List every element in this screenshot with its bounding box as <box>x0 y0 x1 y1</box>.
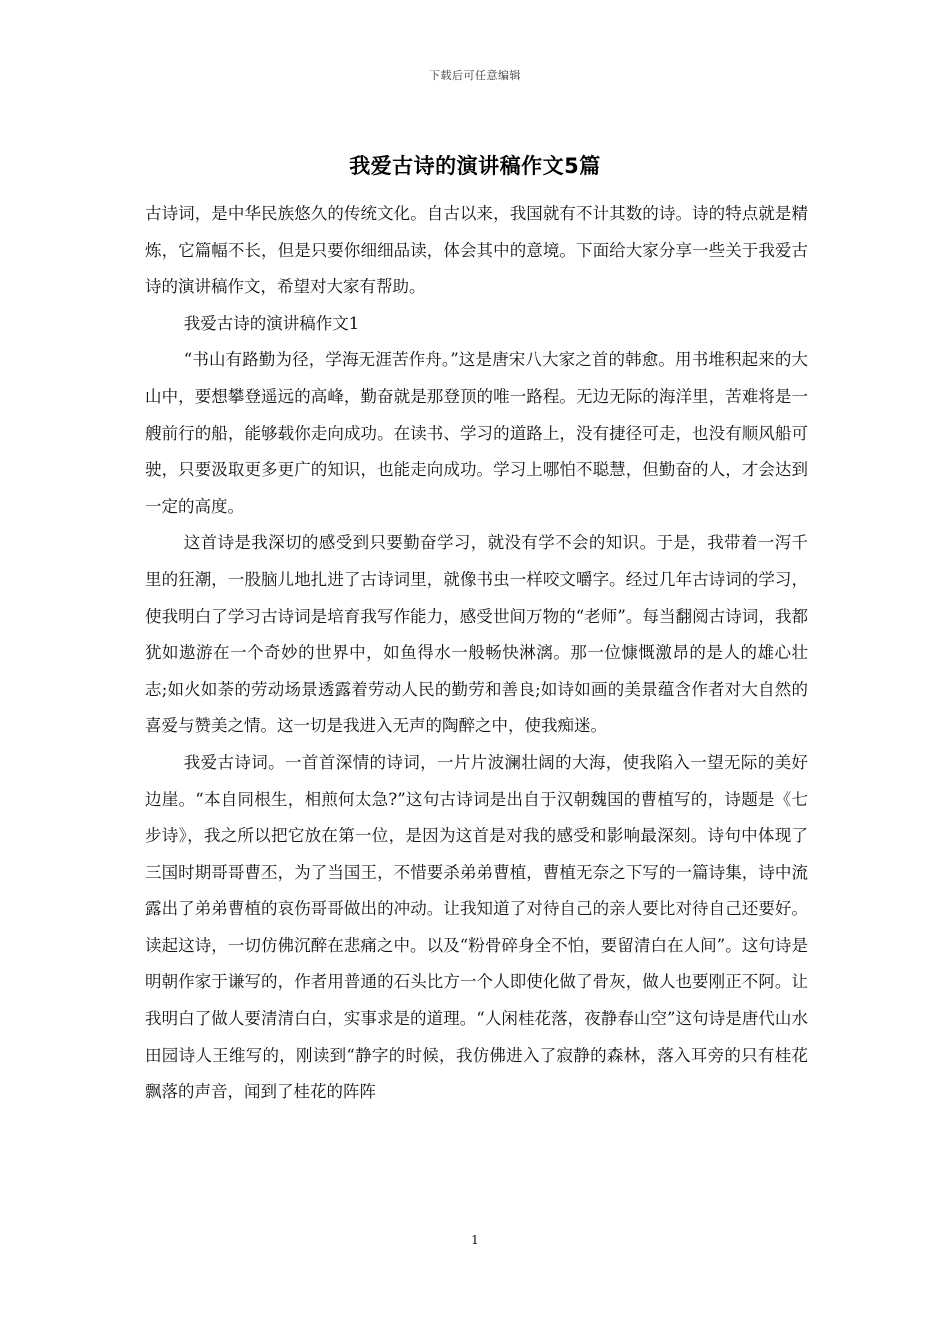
body-paragraph: “书山有路勤为径，学海无涯苦作舟。”这是唐宋八大家之首的韩愈。用书堆积起来的大山中，要想攀登遥远的高峰，勤奋就是那登顶的唯一路程。无边无际的海洋里，苦难将是一艘前行的船，能够载你走向成功。在读书、学习的道路上，没有捷径可走，也没有顺风船可驶，只要汲取更多更广的知识，也能走向成功。学习上哪怕不聪慧，但勤奋的人，才会达到一定的高度。 <box>145 350 808 516</box>
document-body <box>145 196 808 1111</box>
intro-paragraph: 古诗词，是中华民族悠久的传统文化。自古以来，我国就有不计其数的诗。诗的特点就是精炼，它篇幅不长，但是只要你细细品读，体会其中的意境。下面给大家分享一些关于我爱古诗的演讲稿作文，希望对大家有帮助。 <box>145 204 808 297</box>
document-title: 我爱古诗的演讲稿作文5篇 <box>349 154 601 178</box>
body-paragraph: 这首诗是我深切的感受到只要勤奋学习，就没有学不会的知识。于是，我带着一泻千里的狂潮，一股脑儿地扎进了古诗词里，就像书虫一样咬文嚼字。经过几年古诗词的学习，使我明白了学习古诗词是培育我写作能力，感受世间万物的“老师”。每当翻阅古诗词，我都犹如遨游在一个奇妙的世界中，如鱼得水一般畅快淋漓。那一位慷慨激昂的是人的雄心壮志;如火如荼的劳动场景透露着劳动人民的勤劳和善良;如诗如画的美景蕴含作者对大自然的喜爱与赞美之情。这一切是我进入无声的陶醉之中，使我痴迷。 <box>145 533 808 736</box>
section-heading: 我爱古诗的演讲稿作文1 <box>183 313 360 333</box>
header-note: 下载后可任意编辑 <box>429 69 521 82</box>
page-number: 1 <box>471 1233 479 1247</box>
body-paragraph: 我爱古诗词。一首首深情的诗词，一片片波澜壮阔的大海，使我陷入一望无际的美好边崖。“本自同根生，相煎何太急?”这句古诗词是出自于汉朝魏国的曹植写的，诗题是《七步诗》，我之所以把它放在第一位，是因为这首是对我的感受和影响最深刻。诗句中体现了三国时期哥哥曹丕，为了当国王，不惜要杀弟弟曹植，曹植无奈之下写的一篇诗集，诗中流露出了弟弟曹植的哀伤哥哥做出的冲动。让我知道了对待自己的亲人要比对待自己还要好。读起这诗，一切仿佛沉醉在悲痛之中。以及“粉骨碎身全不怕，要留清白在人间”。这句诗是明朝作家于谦写的，作者用普通的石头比方一个人即使化做了骨灰，做人也要刚正不阿。让我明白了做人要清清白白，实事求是的道理。“人闲桂花落，夜静春山空”这句诗是唐代山水田园诗人王维写的，刚读到“静字的时候，我仿佛进入了寂静的森林，落入耳旁的只有桂花飘落的声音，闻到了桂花的阵阵 <box>145 752 808 1102</box>
